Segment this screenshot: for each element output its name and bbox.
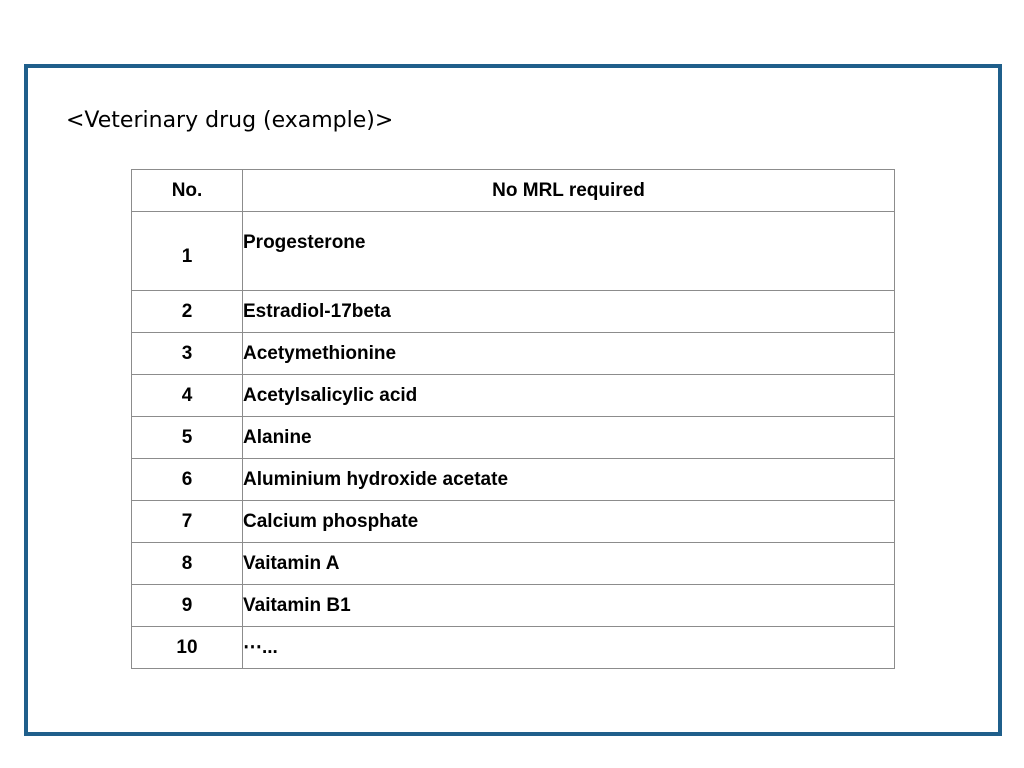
table-row (132, 291, 895, 333)
header-no: No. (132, 170, 243, 212)
drug-table (131, 169, 895, 669)
row-number: 5 (132, 417, 243, 459)
table-row (132, 501, 895, 543)
drug-name: Progesterone (243, 212, 895, 291)
drug-name: Aluminium hydroxide acetate (243, 459, 895, 501)
row-number: 3 (132, 333, 243, 375)
row-number: 9 (132, 585, 243, 627)
table-row (132, 333, 895, 375)
row-number: 10 (132, 627, 243, 669)
table-row (132, 417, 895, 459)
row-number: 2 (132, 291, 243, 333)
row-number: 4 (132, 375, 243, 417)
drug-name: Estradiol-17beta (243, 291, 895, 333)
table-row (132, 375, 895, 417)
drug-name: ⋯... (243, 627, 895, 669)
table-header-row (132, 170, 895, 212)
row-number: 6 (132, 459, 243, 501)
drug-name: Vaitamin A (243, 543, 895, 585)
row-number: 1 (132, 212, 243, 291)
table-row (132, 459, 895, 501)
table-row (132, 543, 895, 585)
slide-title: <Veterinary drug (example)> (66, 108, 394, 133)
drug-name: Alanine (243, 417, 895, 459)
drug-name: Acetymethionine (243, 333, 895, 375)
table-row (132, 212, 895, 291)
row-number: 7 (132, 501, 243, 543)
drug-name: Vaitamin B1 (243, 585, 895, 627)
drug-name: Calcium phosphate (243, 501, 895, 543)
drug-name: Acetylsalicylic acid (243, 375, 895, 417)
table-row (132, 627, 895, 669)
header-mrl: No MRL required (243, 170, 895, 212)
table-row (132, 585, 895, 627)
row-number: 8 (132, 543, 243, 585)
